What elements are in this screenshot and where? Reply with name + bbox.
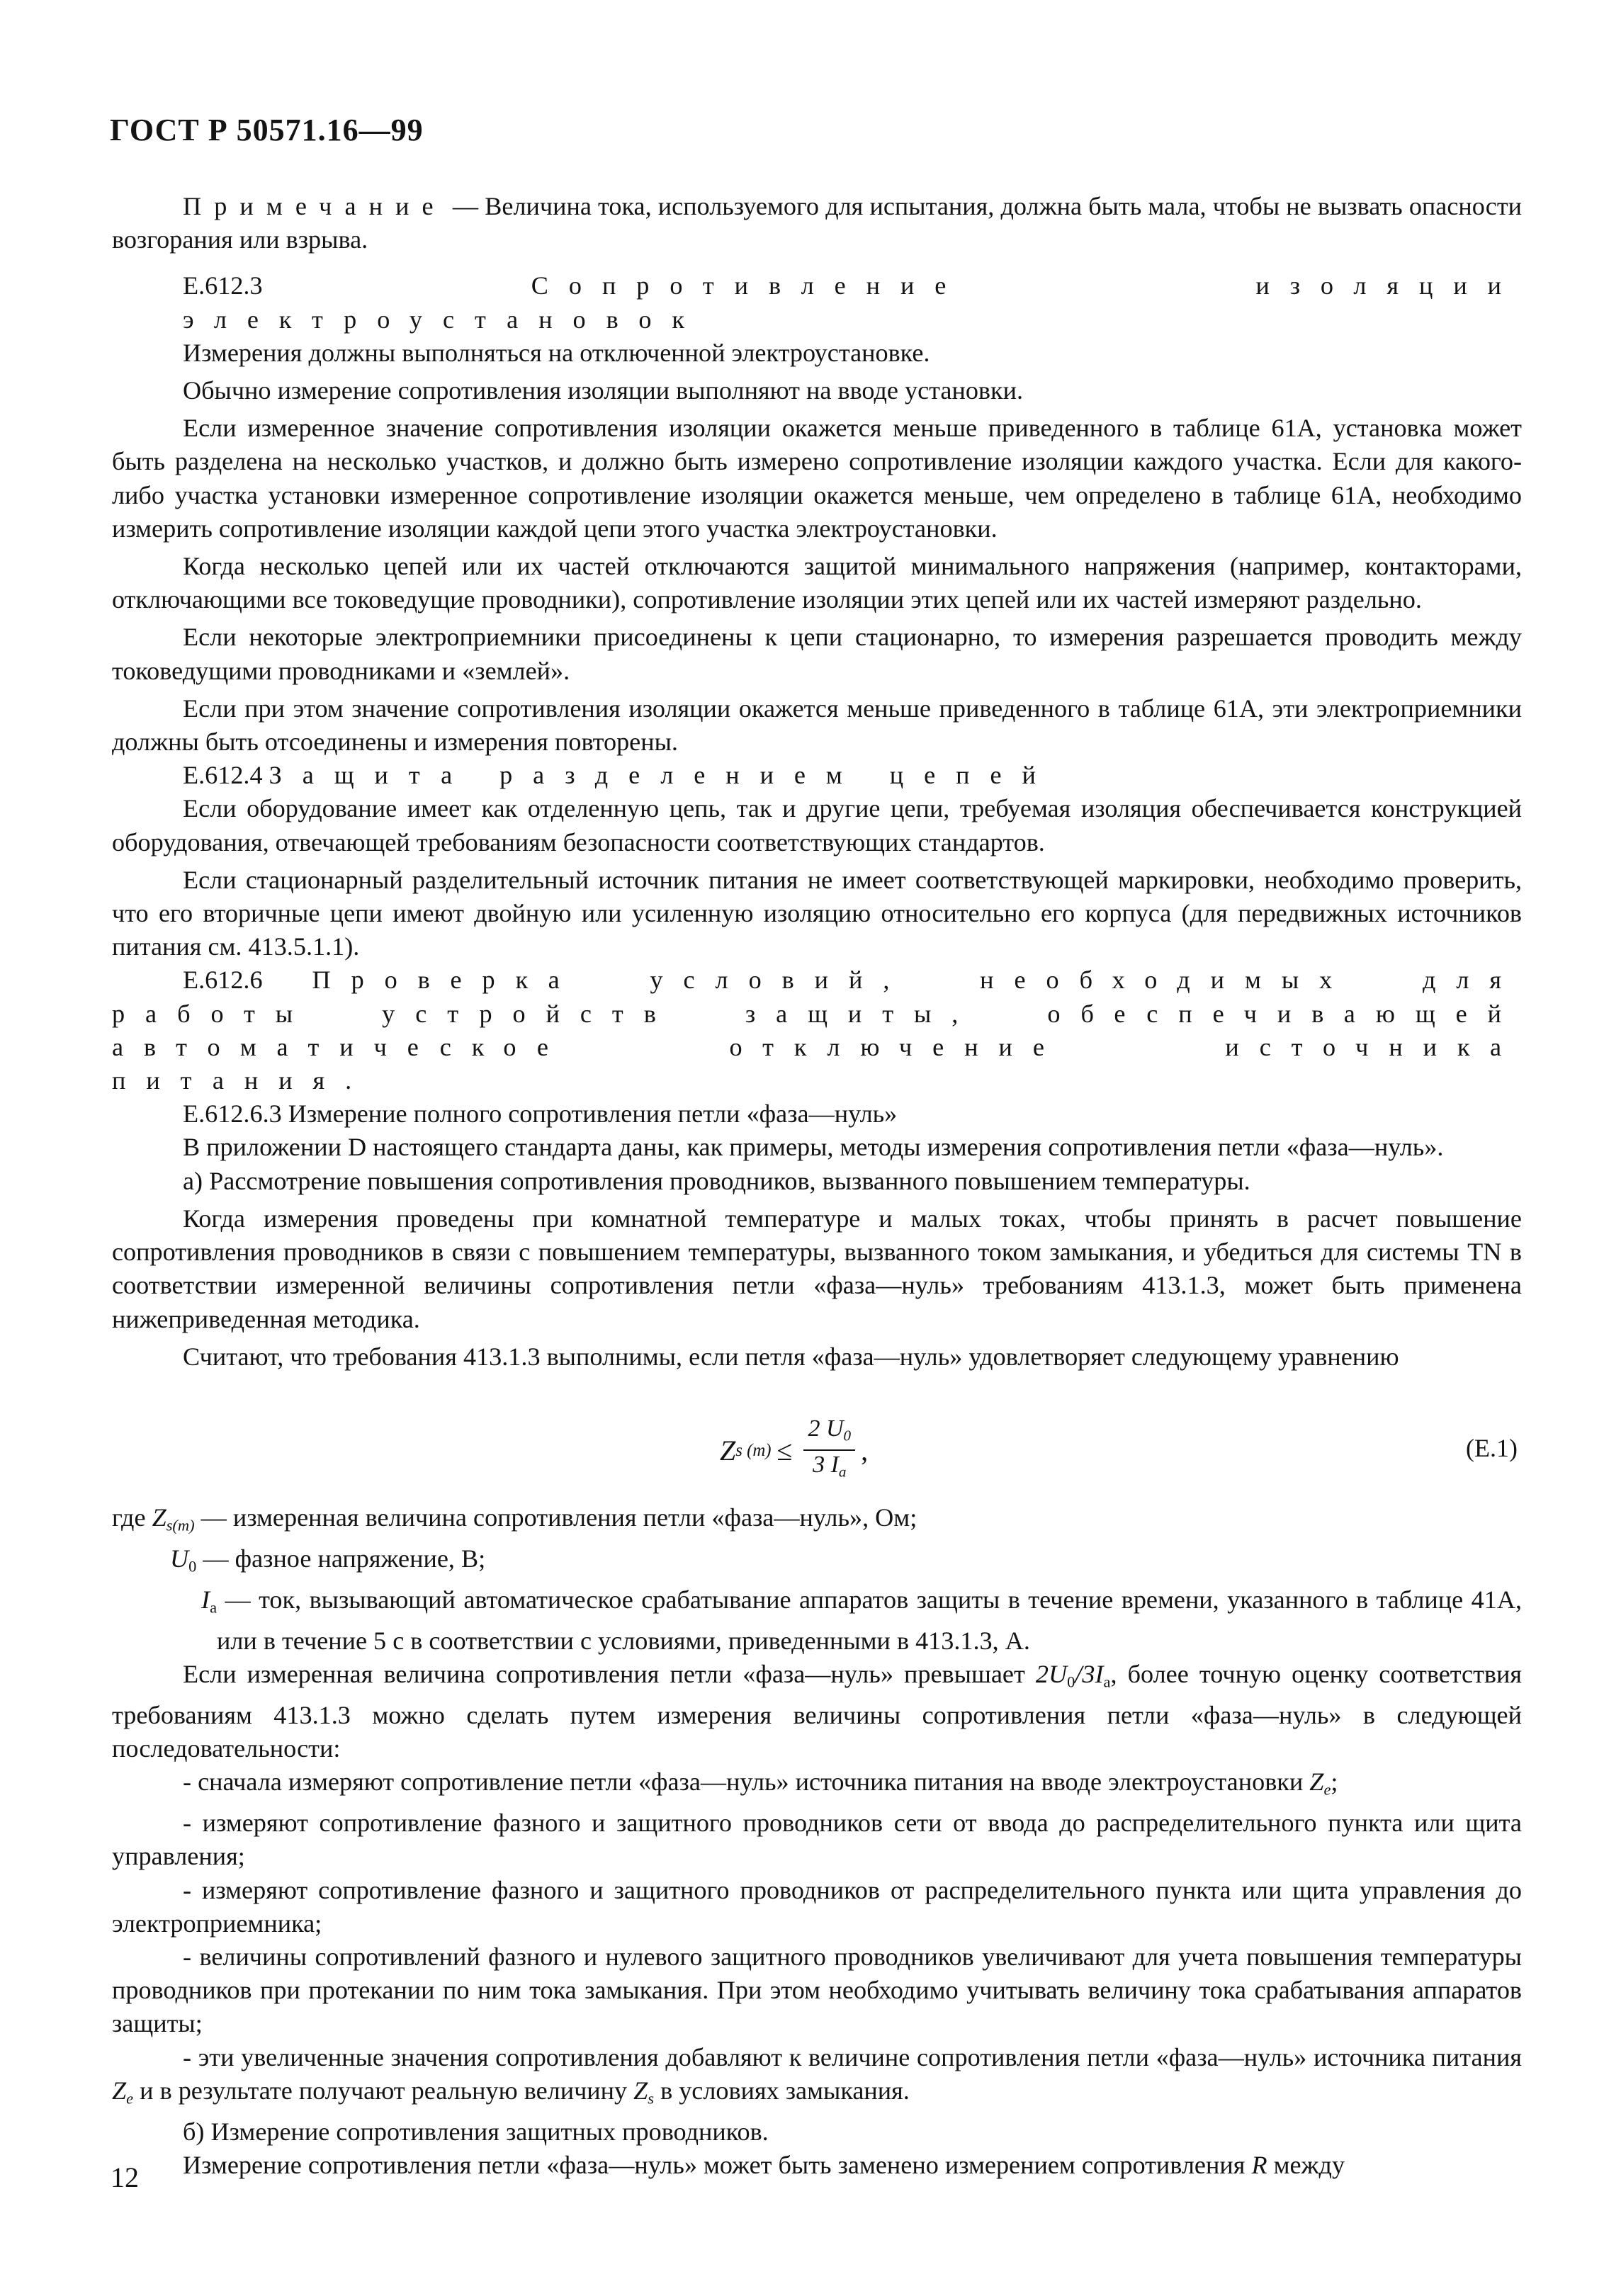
list-item: - сначала измеряют сопротивление петли «фаза—нуль» источника питания на вводе электроустановки $Z_e$; [183, 1768, 1338, 1799]
paragraph: Обычно измерение сопротивления изоляции выполняют на вводе установки. [183, 376, 1024, 405]
paragraph: Когда измерения проведены при комнатной температуре и малых токах, чтобы принять в расчет повышение сопротивления проводников в связи с повышением температуры, вызванного током замыкания, и убедиться для системы TN в соответствии измеренной величины сопротивления петли «фаза—нуль» требованиям 413.1.3, может быть применена нижеприведенная методика. [112, 1204, 1522, 1333]
section-heading-e6124: Е.612.4 Защита разделением цепей [183, 761, 1056, 790]
paragraph: Измерения должны выполняться на отключенной электроустановке. [183, 338, 930, 367]
paragraph: Если измеренная величина сопротивления петли «фаза—нуль» превышает $2U_0/3I_a$, более точную оценку соответствия требованиям 413.1.3 можно сделать путем измерения величины сопротивления петли «фаза—нуль» в следующей последовательности: [112, 1659, 1523, 1763]
equation-number: (E.1) [1466, 1433, 1518, 1462]
paragraph: Считают, что требования 413.1.3 выполнимы, если петля «фаза—нуль» удовлетворяет следующему уравнению [183, 1342, 1399, 1371]
document-body [112, 190, 1522, 2182]
list-item: - измеряют сопротивление фазного и защитного проводников сети от ввода до распределительного пункта или щита управления; [112, 1809, 1522, 1871]
note-label: Примечание [183, 192, 446, 220]
paragraph: В приложении D настоящего стандарта даны, как примеры, методы измерения сопротивления петли «фаза—нуль». [183, 1133, 1444, 1162]
page-number: 12 [111, 2161, 139, 2193]
subsection-heading-e61263: Е.612.6.3 Измерение полного сопротивления петли «фаза—нуль» [183, 1099, 898, 1129]
paragraph: Когда несколько цепей или их частей отключаются защитой минимального напряжения (например, контакторами, отключающими все токоведущие проводники), сопротивление изоляции этих цепей или их частей измеряют раздельно. [112, 552, 1522, 614]
equation-e1 [112, 1395, 1522, 1487]
paragraph: Если оборудование имеет как отделенную цепь, так и другие цепи, требуемая изоляция обеспечивается конструкцией оборудования, отвечающей требованиям безопасности соответствующих стандартов. [112, 794, 1522, 856]
where-line-2: $U_0$ — фазное напряжение, В; [170, 1544, 486, 1576]
paragraph: Измерение сопротивления петли «фаза—нуль» может быть заменено измерением сопротивления R между [183, 2150, 1345, 2179]
equation-fraction: $\frac{2 U_0}{3 I_a}$ [803, 1415, 855, 1486]
document-header: ГОСТ Р 50571.16—99 [110, 113, 424, 147]
list-item: - измеряют сопротивление фазного и защитного проводников от распределительного пункта или щита управления до электроприемника; [112, 1875, 1522, 1938]
section-heading-e6126: Е.612.6 Проверка условий, необходимых для работы устройств защиты, обеспечивающей автоматическое отключение источника питания. [112, 966, 1522, 1095]
equation-formula: Z s (m) ≤ $\frac{2 U_0}{3 I_a}$ , [720, 1415, 868, 1486]
paragraph: Если измеренное значение сопротивления изоляции окажется меньше приведенного в таблице 61А, установка может быть разделена на несколько участков, и должно быть измерено сопротивление изоляции каждого участка. Если для какого-либо участка установки измеренное сопротивление изоляции окажется меньше, чем определено в таблице 61А, необходимо измерить сопротивление изоляции каждой цепи этого участка электроустановки. [112, 414, 1522, 543]
paragraph: а) Рассмотрение повышения сопротивления проводников, вызванного повышением температуры. [183, 1166, 1250, 1195]
where-line-3: $I_a$ — ток, вызывающий автоматическое срабатывание аппаратов защиты в течение времени, указанного в таблице 41А, или в течение 5 с в соответствии с условиями, приведенными в 413.1.3, А. [201, 1585, 1522, 1655]
note-paragraph: Примечание — Величина тока, используемого для испытания, должна быть мала, чтобы не вызвать опасности возгорания или взрыва. [112, 192, 1523, 254]
section-heading-e6123: Е.612.3 Сопротивление изоляции электроустановок [183, 271, 1523, 334]
paragraph: Если некоторые электроприемники присоединены к цепи стационарно, то измерения разрешается проводить между токоведущими проводниками и «землей». [112, 623, 1522, 685]
paragraph: Если при этом значение сопротивления изоляции окажется меньше приведенного в таблице 61А, эти электроприемники должны быть отсоединены и измерения повторены. [112, 694, 1522, 757]
paragraph: б) Измерение сопротивления защитных проводников. [183, 2117, 769, 2146]
where-line-1: где $Z_{s(m)}$ — измеренная величина сопротивления петли «фаза—нуль», Ом; [112, 1503, 917, 1534]
list-item: - величины сопротивлений фазного и нулевого защитного проводников увеличивают для учета повышения температуры проводников при протекании по ним тока замыкания. При этом необходимо учитывать величину тока срабатывания аппаратов защиты; [112, 1942, 1522, 2038]
list-item: - эти увеличенные значения сопротивления добавляют к величине сопротивления петли «фаза—нуль» источника питания $Z_e$ и в результате получают реальную величину $Z_s$ в условиях замыкания. [112, 2042, 1522, 2108]
paragraph: Если стационарный разделительный источник питания не имеет соответствующей маркировки, необходимо проверить, что его вторичные цепи имеют двойную или усиленную изоляцию относительно его корпуса (для передвижных источников питания см. 413.5.1.1). [112, 865, 1522, 961]
